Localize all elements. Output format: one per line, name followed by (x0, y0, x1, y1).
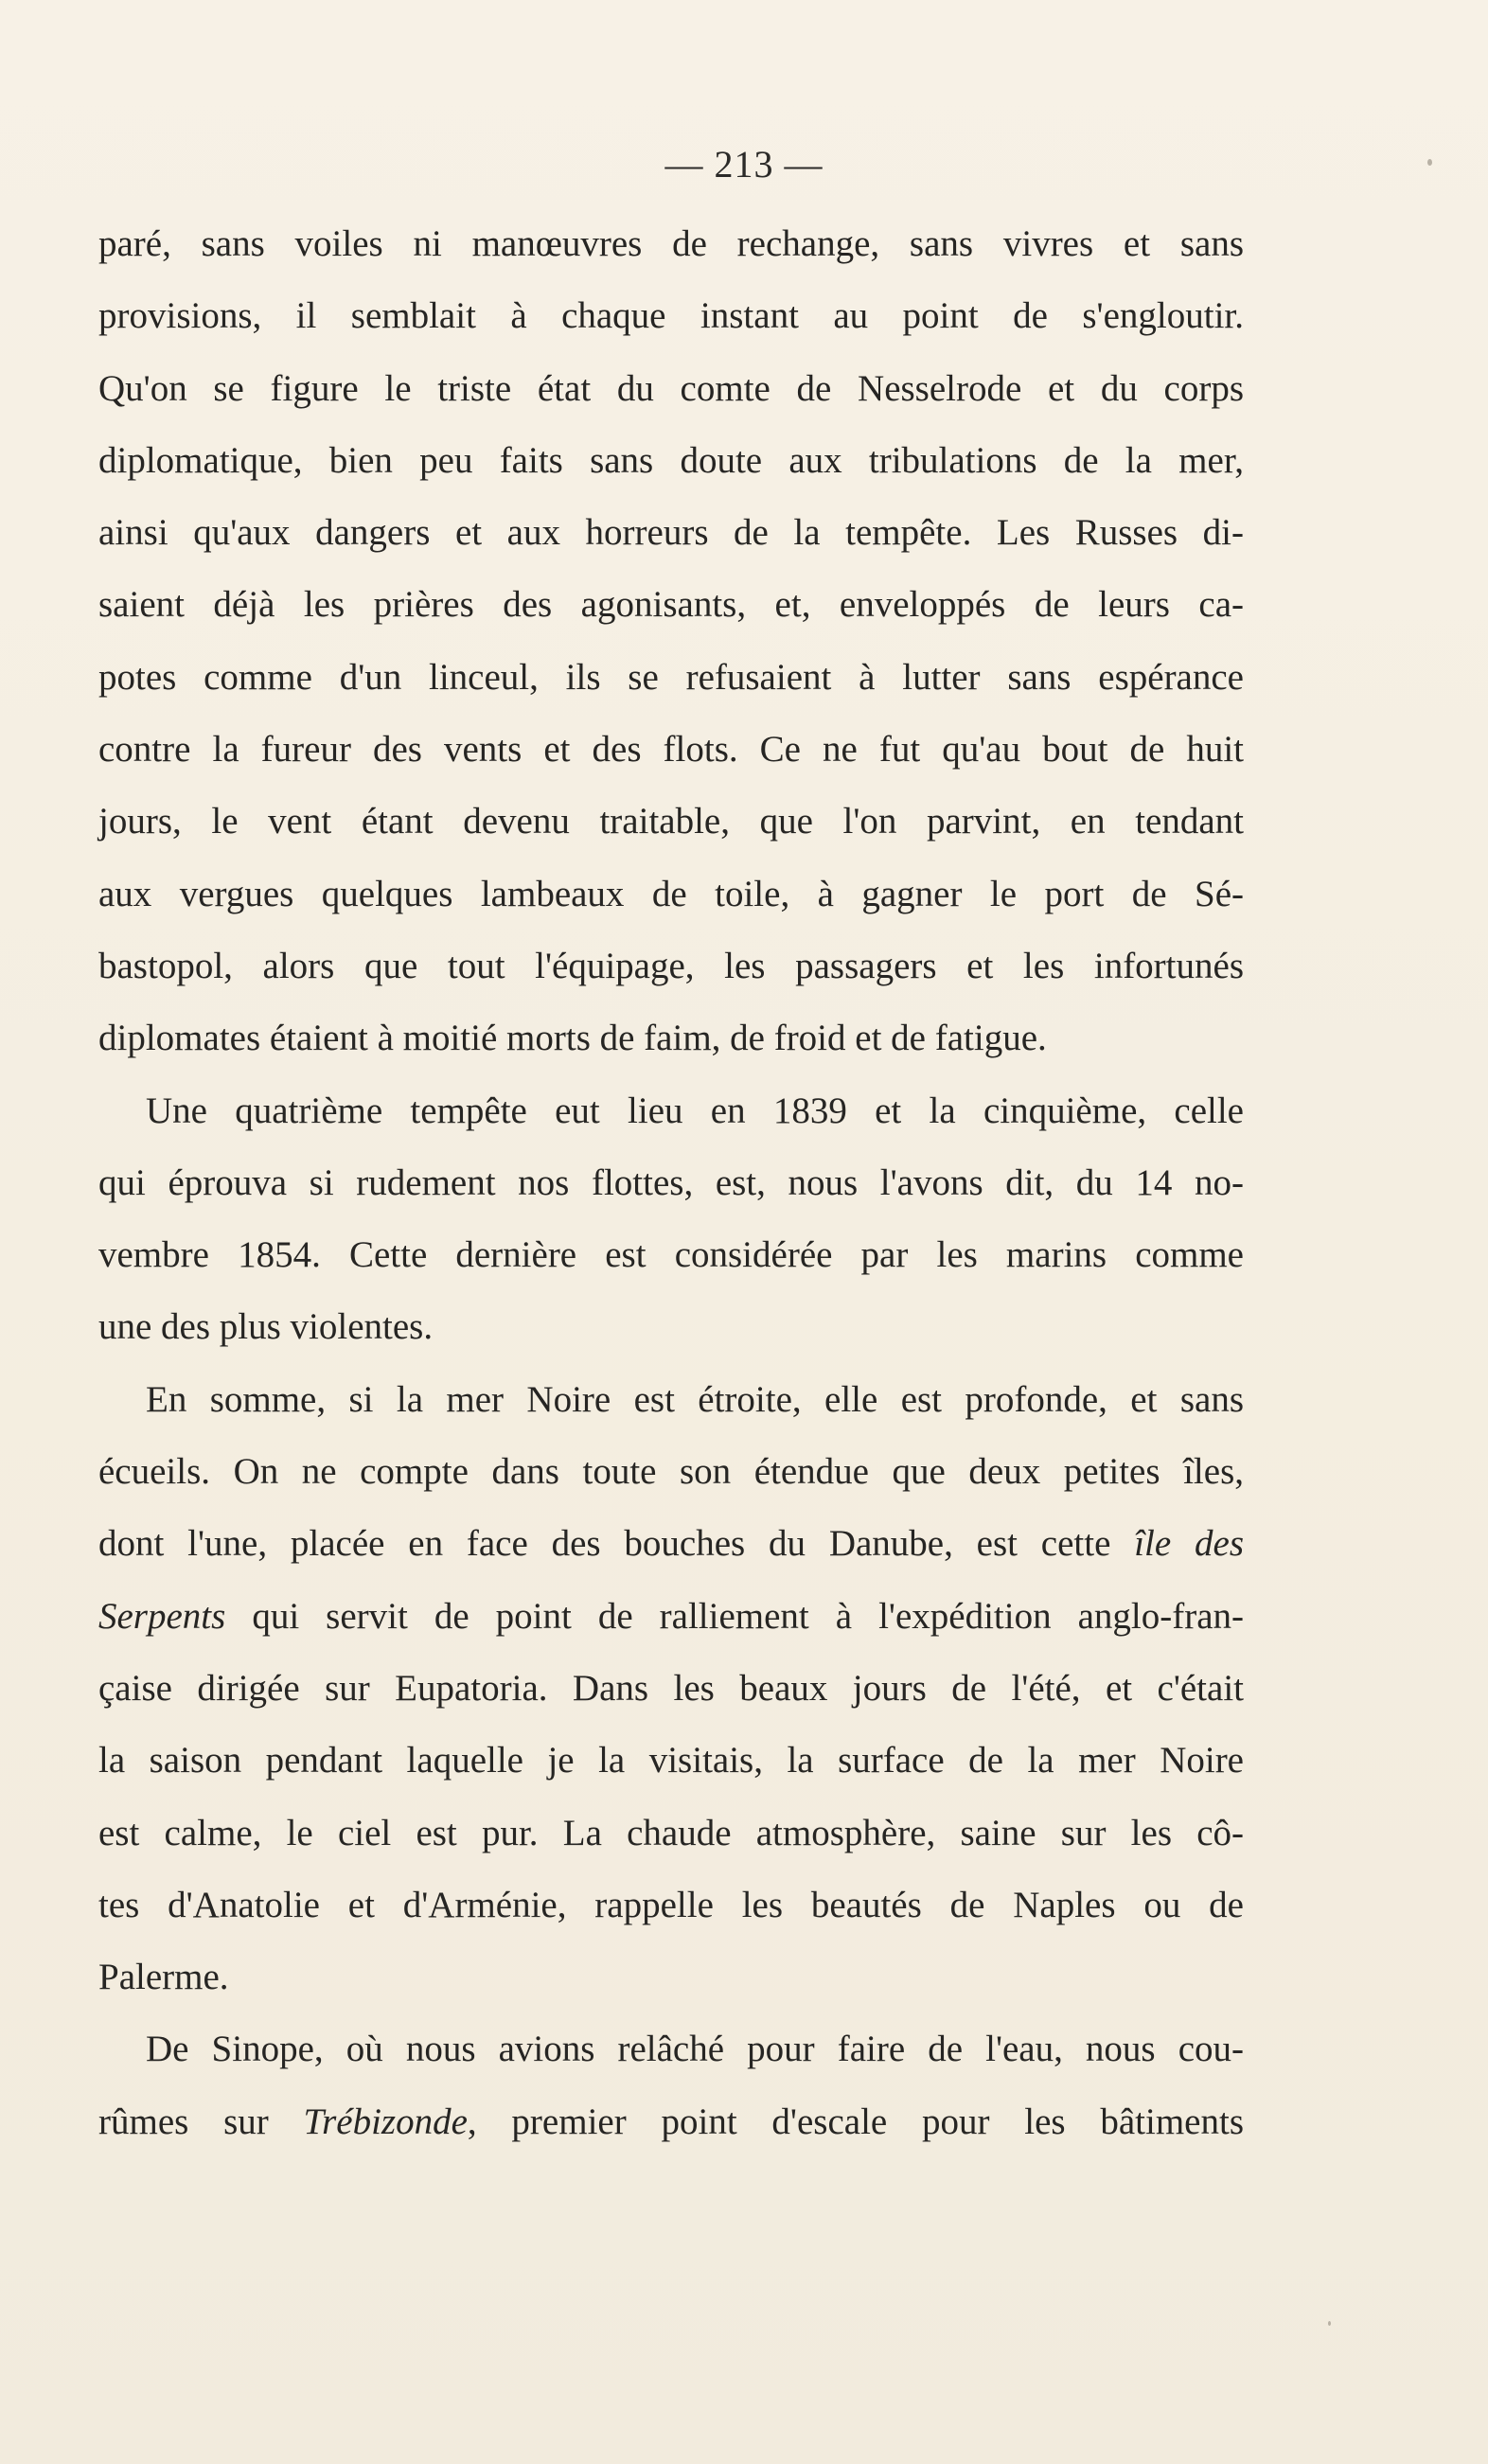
paragraph-2 (98, 1075, 1244, 1364)
text-line: Une quatrième tempête eut lieu en 1839 et la cinquième, celle (146, 1090, 1244, 1131)
text-line: une des plus violentes. (98, 1306, 434, 1348)
text-line: En somme, si la mer Noire est étroite, elle est profonde, et sans (146, 1378, 1244, 1420)
text-line: vembre 1854. Cette dernière est considérée par les marins comme (98, 1234, 1244, 1276)
text-line: provisions, il semblait à chaque instant au point de s'engloutir. (98, 295, 1244, 337)
text-line: jours, le vent étant devenu traitable, que l'on parvint, en tendant (98, 801, 1244, 842)
text-line: Palerme. (98, 1957, 229, 1998)
text-line: écueils. On ne compte dans toute son étendue que deux petites îles, (98, 1451, 1244, 1493)
text-line: diplomates étaient à moitié morts de faim, de froid et de fatigue. (98, 1018, 1047, 1059)
paragraph-1 (98, 208, 1244, 1075)
text-line: qui éprouva si rudement nos flottes, est, nous l'avons dit, du 14 no- (98, 1161, 1244, 1203)
italic-phrase: Trébizonde (303, 2101, 468, 2142)
text-line: Qu'on se figure le triste état du comte de Nesselrode et du corps (98, 367, 1244, 409)
italic-phrase: Serpents (98, 1595, 226, 1637)
paragraph-3 (98, 1364, 1244, 2014)
text-line: paré, sans voiles ni manœuvres de rechange, sans vivres et sans (98, 223, 1244, 264)
text-line-with-italic: rûmes sur Trébizonde, premier point d'escale pour les bâtiments (98, 2101, 1244, 2142)
text-line: est calme, le ciel est pur. La chaude atmosphère, saine sur les cô- (98, 1812, 1244, 1853)
text-line: diplomatique, bien peu faits sans doute aux tribulations de la mer, (98, 439, 1244, 481)
italic-phrase: île des (1134, 1523, 1244, 1565)
text-line: aux vergues quelques lambeaux de toile, à gagner le port de Sé- (98, 873, 1244, 914)
body-text (98, 208, 1244, 2158)
text-line: tes d'Anatolie et d'Arménie, rappelle les beautés de Naples ou de (98, 1884, 1244, 1925)
text-line: saient déjà les prières des agonisants, et, enveloppés de leurs ca- (98, 584, 1244, 626)
text-line: De Sinope, où nous avions relâché pour faire de l'eau, nous cou- (146, 2029, 1244, 2070)
page-number: — 213 — (664, 143, 824, 186)
text-line-with-italic: Serpents qui servit de point de ralliement à l'expédition anglo-fran- (98, 1595, 1244, 1637)
text-line: la saison pendant laquelle je la visitais, la surface de la mer Noire (98, 1740, 1244, 1782)
text-line: çaise dirigée sur Eupatoria. Dans les beaux jours de l'été, et c'était (98, 1667, 1244, 1709)
text-line: contre la fureur des vents et des flots. Ce ne fut qu'au bout de huit (98, 729, 1244, 771)
paper-speck (1328, 2321, 1331, 2326)
text-line: ainsi qu'aux dangers et aux horreurs de la tempête. Les Russes di- (98, 512, 1244, 554)
text-line-with-italic: dont l'une, placée en face des bouches du Danube, est cette île des (98, 1523, 1244, 1565)
paper-speck (1427, 159, 1432, 166)
text-line: potes comme d'un linceul, ils se refusaient à lutter sans espérance (98, 656, 1244, 698)
text-line: bastopol, alors que tout l'équipage, les passagers et les infortunés (98, 945, 1244, 986)
paragraph-4 (98, 2013, 1244, 2158)
